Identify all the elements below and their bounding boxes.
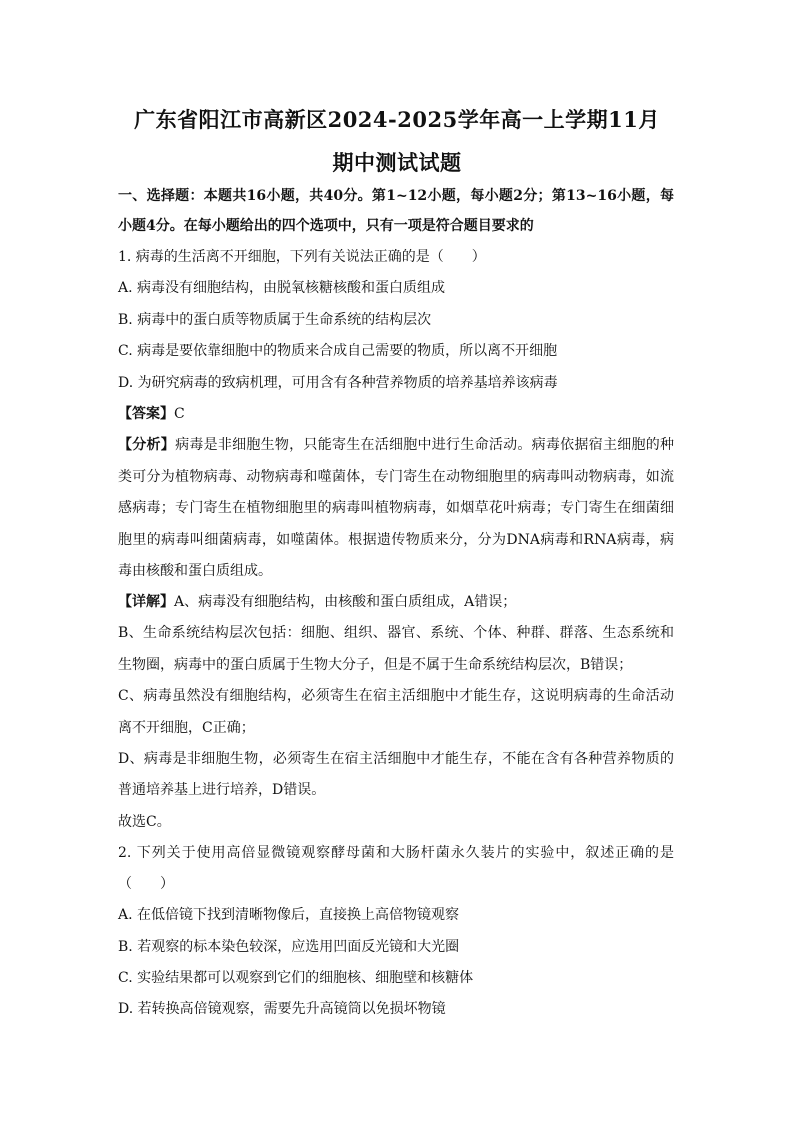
detail-text: A、病毒没有细胞结构，由核酸和蛋白质组成，A错误； <box>174 594 517 610</box>
question-1-detail-line-2: B、生命系统结构层次包括：细胞、组织、器官、系统、个体、种群、群落、生态系统和 <box>118 625 674 641</box>
question-1-conclusion: 故选C。 <box>118 814 171 830</box>
question-1-option-b: B. 病毒中的蛋白质等物质属于生命系统的结构层次 <box>118 312 432 328</box>
question-2-stem-line-2: （ ） <box>118 876 174 892</box>
question-2-option-b: B. 若观察的标本染色较深，应选用凹面反光镜和大光圈 <box>118 939 460 955</box>
question-1-detail-line-5: 离不开细胞，C正确； <box>118 720 255 736</box>
question-1-analysis-line-5: 毒由核酸和蛋白质组成。 <box>118 563 272 579</box>
question-1-option-d: D. 为研究病毒的致病机理，可用含有各种营养物质的培养基培养该病毒 <box>118 375 558 391</box>
answer-label: 【答案】 <box>118 406 174 422</box>
question-1-detail-line-4: C、病毒虽然没有细胞结构，必须寄生在宿主活细胞中才能生存，这说明病毒的生命活动 <box>118 688 674 704</box>
question-1-detail-line-3: 生物圈，病毒中的蛋白质属于生物大分子，但是不属于生命系统结构层次，B错误； <box>118 657 633 673</box>
question-1-option-c: C. 病毒是要依靠细胞中的物质来合成自己需要的物质，所以离不开细胞 <box>118 343 558 359</box>
question-1-analysis-line-4: 胞里的病毒叫细菌病毒，如噬菌体。根据遗传物质来分，分为DNA病毒和RNA病毒，病 <box>118 532 674 548</box>
question-2-option-d: D. 若转换高倍镜观察，需要先升高镜筒以免损坏物镜 <box>118 1001 446 1017</box>
section-heading-line-1: 一、选择题：本题共16小题，共40分。第1~12小题，每小题2分；第13~16小题，每 <box>118 188 674 204</box>
detail-label: 【详解】 <box>118 594 174 610</box>
question-1-analysis-line-2: 类可分为植物病毒、动物病毒和噬菌体，专门寄生在动物细胞里的病毒叫动物病毒，如流 <box>118 469 674 485</box>
question-2-option-c: C. 实验结果都可以观察到它们的细胞核、细胞壁和核糖体 <box>118 970 474 986</box>
question-2-option-a: A. 在低倍镜下找到清晰物像后，直接换上高倍物镜观察 <box>118 907 460 923</box>
page-title-line-1: 广东省阳江市高新区2024-2025学年高一上学期11月 <box>134 107 660 132</box>
question-1-detail-line-7: 普通培养基上进行培养，D错误。 <box>118 782 326 798</box>
question-1-stem: 1. 病毒的生活离不开细胞，下列有关说法正确的是（ ） <box>118 249 486 265</box>
question-1-answer <box>118 404 185 424</box>
question-1-analysis-line-1 <box>118 435 674 455</box>
answer-value: C <box>174 406 185 422</box>
question-1-detail-line-1 <box>118 592 516 612</box>
analysis-text: 病毒是非细胞生物，只能寄生在活细胞中进行生命活动。病毒依据宿主细胞的种 <box>175 437 675 453</box>
question-1-option-a: A. 病毒没有细胞结构，由脱氧核糖核酸和蛋白质组成 <box>118 280 446 296</box>
analysis-label: 【分析】 <box>118 437 176 453</box>
question-1-analysis-line-3: 感病毒；专门寄生在植物细胞里的病毒叫植物病毒，如烟草花叶病毒；专门寄生在细菌细 <box>118 500 674 516</box>
page-title-line-2: 期中测试试题 <box>332 150 462 175</box>
question-1-detail-line-6: D、病毒是非细胞生物，必须寄生在宿主活细胞中才能生存，不能在含有各种营养物质的 <box>118 751 674 767</box>
question-2-stem-line-1: 2. 下列关于使用高倍显微镜观察酵母菌和大肠杆菌永久装片的实验中，叙述正确的是 <box>118 845 674 861</box>
section-heading-line-2: 小题4分。在每小题给出的四个选项中，只有一项是符合题目要求的 <box>118 218 534 234</box>
